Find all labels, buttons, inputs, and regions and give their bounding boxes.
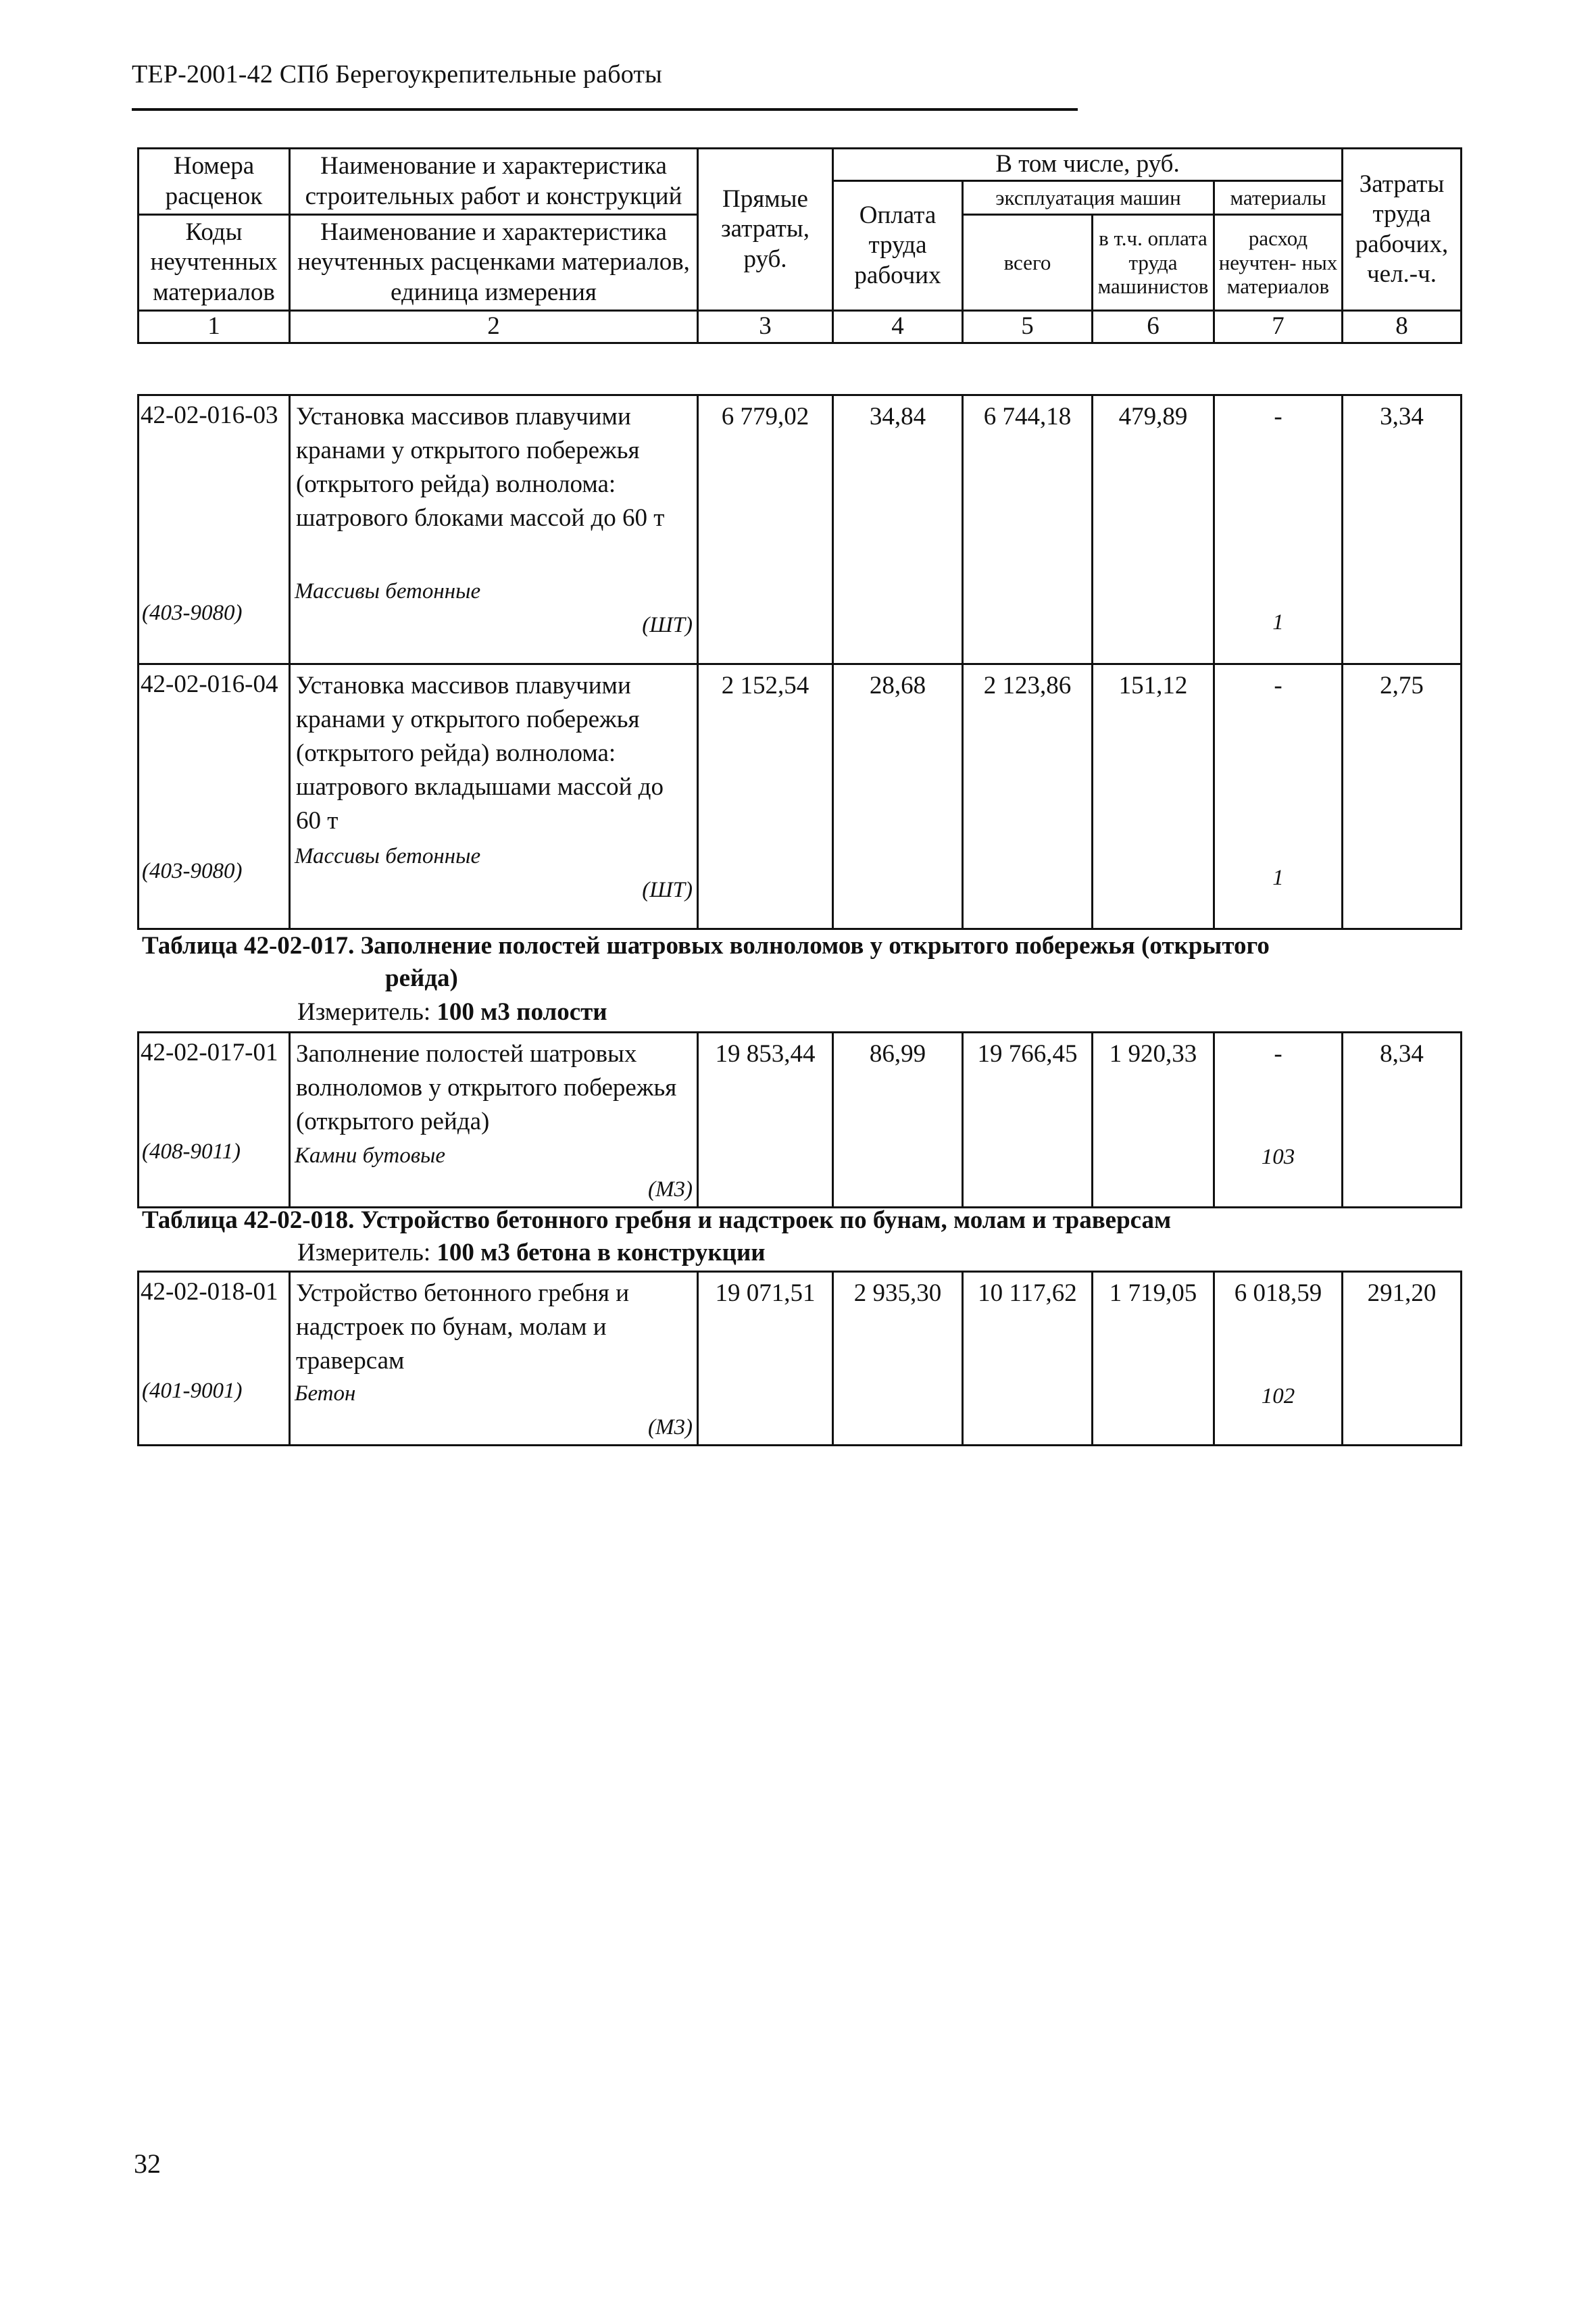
hdr-col3: Прямые затраты, руб.: [698, 149, 833, 311]
table-row: [139, 1033, 1462, 1208]
rate-code: 42-02-016-04: [141, 670, 278, 698]
material-qty: 102: [1261, 1384, 1295, 1408]
header-table: [137, 147, 1462, 344]
hdr-col1-bottom: Коды неучтенных материалов: [139, 215, 290, 311]
material-qty: 1: [1272, 610, 1284, 635]
hdr-incl: В том числе, руб.: [833, 149, 1343, 181]
table-018-measure: [297, 1238, 766, 1267]
rate-code: 42-02-017-01: [141, 1039, 278, 1066]
header-rule: [132, 108, 1078, 111]
material-code: (403-9080): [142, 601, 243, 625]
materials-cost: -: [1274, 1040, 1282, 1068]
work-name: Заполнение полостей шатровых волноломов у открытого побережья (открытого рейда): [296, 1040, 677, 1135]
hdr-col5: всего: [963, 215, 1093, 311]
table-row: [139, 1272, 1462, 1446]
hdr-materials: материалы: [1214, 181, 1343, 215]
labor-cost: 86,99: [869, 1040, 926, 1068]
hdr-num-1: 1: [139, 311, 290, 343]
measure-label: Измеритель:: [297, 1239, 431, 1266]
table-row: [139, 395, 1462, 664]
material-unit: (М3): [648, 1177, 693, 1202]
materials-cost: -: [1274, 403, 1282, 430]
material-qty: 1: [1272, 866, 1284, 890]
material-name: Камни бутовые: [295, 1143, 446, 1168]
page-header: ТЕР-2001-42 СПб Берегоукрепительные работы: [132, 60, 662, 89]
rate-code: 42-02-018-01: [141, 1278, 278, 1306]
table-018: [137, 1271, 1462, 1446]
materials-cost: 6 018,59: [1234, 1279, 1322, 1307]
table-017-caption-line2: рейда): [385, 964, 458, 992]
labor-cost: 28,68: [869, 672, 926, 699]
hdr-col1-top: Номера расценок: [139, 149, 290, 215]
hdr-col2-top: Наименование и характеристика строительных работ и конструкций: [290, 149, 698, 215]
hdr-num-7: 7: [1214, 311, 1343, 343]
machinists-cost: 151,12: [1118, 672, 1188, 699]
page-number: 32: [134, 2148, 161, 2179]
hdr-machines: эксплуатация машин: [963, 181, 1214, 215]
hdr-num-3: 3: [698, 311, 833, 343]
labor-hours: 2,75: [1380, 672, 1424, 699]
material-qty: 103: [1261, 1145, 1295, 1169]
table-018-caption: Таблица 42-02-018. Устройство бетонного гребня и надстроек по бунам, молам и траверсам: [142, 1206, 1172, 1234]
measure-value: 100 м3 бетона в конструкции: [437, 1239, 766, 1266]
table-017-caption-line1: Таблица 42-02-017. Заполнение полостей шатровых волноломов у открытого побережья (открытого: [142, 932, 1270, 960]
machinists-cost: 1 920,33: [1109, 1040, 1197, 1068]
direct-cost: 19 071,51: [715, 1279, 816, 1307]
labor-hours: 8,34: [1380, 1040, 1424, 1068]
hdr-num-4: 4: [833, 311, 963, 343]
hdr-num-6: 6: [1093, 311, 1214, 343]
hdr-num-8: 8: [1343, 311, 1462, 343]
material-unit: (М3): [648, 1415, 693, 1439]
materials-cost: -: [1274, 672, 1282, 699]
hdr-num-2: 2: [290, 311, 698, 343]
hdr-col6: в т.ч. оплата труда машинистов: [1093, 215, 1214, 311]
hdr-col2-bottom: Наименование и характеристика неучтенных расценками материалов, единица измерения: [290, 215, 698, 311]
labor-hours: 291,20: [1367, 1279, 1437, 1307]
direct-cost: 19 853,44: [715, 1040, 816, 1068]
labor-hours: 3,34: [1380, 403, 1424, 430]
material-unit: (ШТ): [642, 613, 693, 637]
rate-code: 42-02-016-03: [141, 401, 278, 429]
table-017: [137, 1031, 1462, 1208]
labor-cost: 2 935,30: [853, 1279, 942, 1307]
material-name: Массивы бетонные: [295, 579, 481, 604]
hdr-col7: расход неучтен- ных материалов: [1214, 215, 1343, 311]
work-name: Установка массивов плавучими кранами у открытого побережья (открытого рейда) волнолома: шатрового вкладышами массой до 60 т: [296, 672, 664, 835]
hdr-col4: Оплата труда рабочих: [833, 181, 963, 311]
material-code: (403-9080): [142, 859, 243, 883]
machines-total: 10 117,62: [978, 1279, 1077, 1307]
work-name: Устройство бетонного гребня и надстроек по бунам, молам и траверсам: [296, 1279, 629, 1375]
table-row: [139, 664, 1462, 929]
machines-total: 6 744,18: [983, 403, 1072, 430]
measure-value: 100 м3 полости: [437, 998, 607, 1026]
measure-label: Измеритель:: [297, 998, 431, 1026]
table-016: [137, 394, 1462, 930]
hdr-num-5: 5: [963, 311, 1093, 343]
table-017-measure: [297, 998, 607, 1027]
hdr-col8: Затраты труда рабочих, чел.-ч.: [1343, 149, 1462, 311]
material-code: (401-9001): [142, 1379, 243, 1403]
material-name: Бетон: [295, 1381, 356, 1406]
machines-total: 19 766,45: [977, 1040, 1078, 1068]
labor-cost: 34,84: [869, 403, 926, 430]
direct-cost: 6 779,02: [721, 403, 809, 430]
machinists-cost: 1 719,05: [1109, 1279, 1197, 1307]
machinists-cost: 479,89: [1118, 403, 1188, 430]
material-code: (408-9011): [142, 1139, 241, 1164]
work-name: Установка массивов плавучими кранами у открытого побережья (открытого рейда) волнолома: шатрового блоками массой до 60 т: [296, 403, 665, 532]
direct-cost: 2 152,54: [721, 672, 809, 699]
machines-total: 2 123,86: [983, 672, 1072, 699]
material-name: Массивы бетонные: [295, 844, 481, 868]
material-unit: (ШТ): [642, 878, 693, 902]
